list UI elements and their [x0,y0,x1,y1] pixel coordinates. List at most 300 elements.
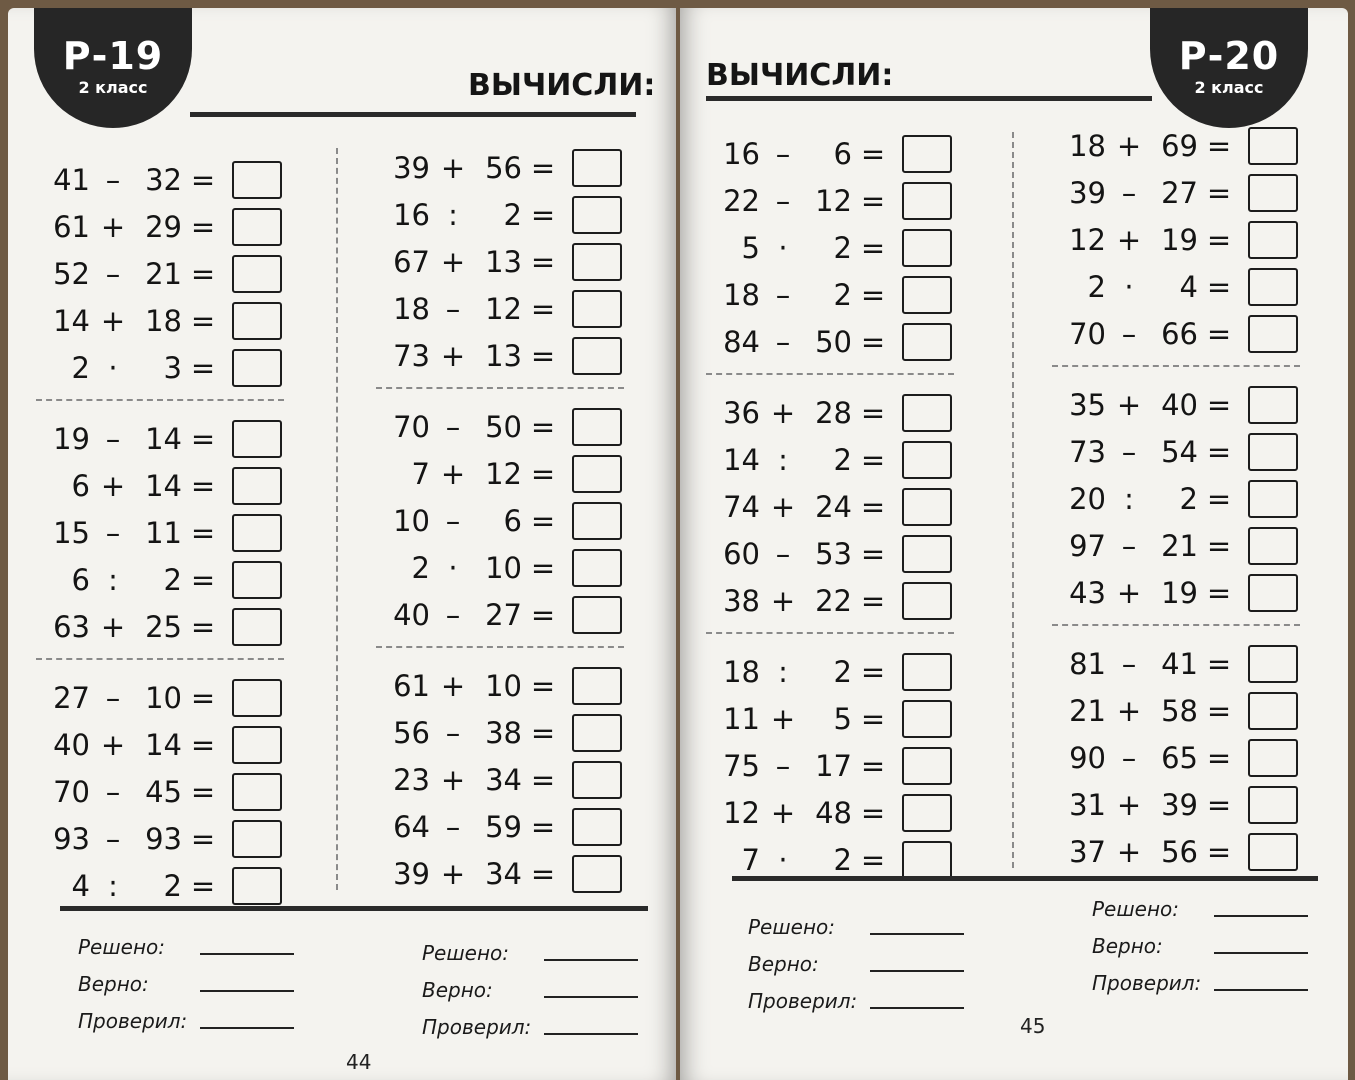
equals-sign: = [1206,787,1232,822]
equals-sign: = [860,442,886,477]
operand-b: 41 [1161,646,1198,681]
answer-box[interactable] [572,149,622,187]
answer-box[interactable] [902,394,952,432]
equals-sign: = [860,701,886,736]
exercise-row [376,709,624,756]
operator: – [1121,740,1137,775]
exercise-row [706,789,954,836]
operand-b: 28 [815,395,852,430]
answer-box[interactable] [232,302,282,340]
operand-a: 2 [411,550,430,585]
answer-box[interactable] [902,323,952,361]
equals-sign: = [1206,222,1232,257]
equals-sign: = [190,468,216,503]
exercise-row [376,403,624,450]
equals-sign: = [1206,316,1232,351]
operand-b: 69 [1161,128,1198,163]
answer-box[interactable] [1248,739,1298,777]
answer-box[interactable] [232,420,282,458]
operand-a: 39 [393,150,430,185]
exercise-row [36,203,284,250]
operand-b: 27 [485,597,522,632]
operator: – [105,256,121,291]
equals-sign: = [530,150,556,185]
answer-box[interactable] [902,535,952,573]
exercise-group [376,144,624,389]
operator: : [108,562,118,597]
answer-box[interactable] [1248,174,1298,212]
page-title: ВЫЧИСЛИ: [468,68,656,103]
answer-box[interactable] [572,290,622,328]
operand-b: 54 [1161,434,1198,469]
answer-box[interactable] [572,408,622,446]
equals-sign: = [860,324,886,359]
answer-box[interactable] [1248,315,1298,353]
operator: – [105,821,121,856]
operator: – [445,715,461,750]
equals-sign: = [530,244,556,279]
operand-a: 31 [1069,787,1106,822]
equals-sign: = [860,748,886,783]
operand-a: 12 [723,795,760,830]
answer-box[interactable] [572,808,622,846]
bottom-divider [732,876,1318,881]
exercise-row [376,544,624,591]
equals-sign: = [530,409,556,444]
operand-b: 10 [485,668,522,703]
operator: – [1121,175,1137,210]
exercise-group [36,156,284,401]
operand-a: 10 [393,503,430,538]
operand-a: 70 [1069,316,1106,351]
operand-b: 32 [145,162,182,197]
equals-sign: = [190,680,216,715]
solved-blank[interactable] [870,915,964,935]
operand-b: 3 [163,350,182,385]
operand-a: 4 [71,868,90,903]
operator: + [770,701,796,736]
operand-a: 74 [723,489,760,524]
equals-sign: = [860,277,886,312]
correct-blank[interactable] [200,972,294,992]
answer-box[interactable] [902,653,952,691]
operator: – [1121,646,1137,681]
column-divider [1012,132,1014,868]
exercise-row [36,156,284,203]
exercise-row [376,144,624,191]
operator: + [440,338,466,373]
operand-b: 34 [485,856,522,891]
checked-label: Проверил: [78,1009,188,1033]
answer-box[interactable] [1248,527,1298,565]
solved-blank[interactable] [1214,897,1308,917]
operator: + [100,609,126,644]
answer-box[interactable] [1248,433,1298,471]
operator: + [440,456,466,491]
answer-box[interactable] [232,208,282,246]
exercise-row [1052,169,1300,216]
exercise-row [706,483,954,530]
correct-label: Верно: [748,952,819,976]
exercise-row [1052,640,1300,687]
correct-blank[interactable] [1214,934,1308,954]
answer-box[interactable] [1248,833,1298,871]
equals-sign: = [860,489,886,524]
equals-sign: = [530,197,556,232]
answer-box[interactable] [902,488,952,526]
answer-box[interactable] [232,679,282,717]
operand-b: 4 [1179,269,1198,304]
operand-b: 66 [1161,316,1198,351]
answer-box[interactable] [902,135,952,173]
operand-b: 2 [833,230,852,265]
equals-sign: = [860,536,886,571]
answer-box[interactable] [902,582,952,620]
exercise-row [376,238,624,285]
operator: : [778,654,788,689]
operator: + [1116,575,1142,610]
operand-a: 93 [53,821,90,856]
answer-box[interactable] [572,502,622,540]
operator: : [108,868,118,903]
equals-sign: = [530,338,556,373]
answer-box[interactable] [572,196,622,234]
operand-b: 21 [1161,528,1198,563]
equals-sign: = [190,162,216,197]
operand-a: 21 [1069,693,1106,728]
operand-b: 2 [163,868,182,903]
operand-a: 40 [53,727,90,762]
signoff-block [1092,884,1308,995]
equals-sign: = [860,230,886,265]
operand-b: 10 [485,550,522,585]
correct-blank[interactable] [870,952,964,972]
title-divider [190,112,636,117]
exercise-row [376,662,624,709]
equals-sign: = [530,762,556,797]
operand-b: 19 [1161,575,1198,610]
exercise-group [706,130,954,375]
equals-sign: = [1206,175,1232,210]
exercise-row [706,389,954,436]
solved-blank[interactable] [200,935,294,955]
answer-box[interactable] [572,761,622,799]
answer-box[interactable] [1248,268,1298,306]
operator: : [778,442,788,477]
answer-box[interactable] [232,349,282,387]
operand-a: 23 [393,762,430,797]
equals-sign: = [1206,481,1232,516]
equals-sign: = [1206,387,1232,422]
operator: – [1121,528,1137,563]
answer-box[interactable] [232,820,282,858]
exercise-row [36,556,284,603]
answer-box[interactable] [1248,386,1298,424]
answer-box[interactable] [232,255,282,293]
operator: + [770,795,796,830]
exercise-row [1052,122,1300,169]
exercise-row [706,742,954,789]
exercise-row [36,250,284,297]
equals-sign: = [190,727,216,762]
operand-a: 18 [723,277,760,312]
operand-a: 5 [741,230,760,265]
operator: : [1124,481,1134,516]
exercise-row [1052,734,1300,781]
exercise-row [376,450,624,497]
correct-blank[interactable] [544,978,638,998]
answer-box[interactable] [902,747,952,785]
exercise-row [706,695,954,742]
operand-a: 40 [393,597,430,632]
exercise-group [706,648,954,891]
equals-sign: = [860,583,886,618]
title-divider [706,96,1152,101]
checked-label: Проверил: [748,989,858,1013]
equals-sign: = [860,842,886,877]
exercise-row [36,462,284,509]
operand-a: 18 [393,291,430,326]
operand-b: 12 [815,183,852,218]
answer-box[interactable] [232,608,282,646]
answer-box[interactable] [572,243,622,281]
operand-a: 60 [723,536,760,571]
operator: – [775,748,791,783]
operand-b: 58 [1161,693,1198,728]
operand-b: 2 [503,197,522,232]
answer-box[interactable] [232,161,282,199]
operand-a: 15 [53,515,90,550]
operator: – [1121,434,1137,469]
answer-box[interactable] [1248,480,1298,518]
operand-b: 50 [815,324,852,359]
operand-b: 13 [485,244,522,279]
exercise-row [706,530,954,577]
worksheet-badge [34,8,192,128]
exercise-row [376,191,624,238]
operand-b: 14 [145,468,182,503]
operand-b: 18 [145,303,182,338]
operator: – [445,503,461,538]
operator: + [440,856,466,891]
exercise-row [1052,216,1300,263]
operator: – [775,536,791,571]
operand-b: 10 [145,680,182,715]
answer-box[interactable] [572,337,622,375]
left-page [8,8,676,1080]
operand-a: 20 [1069,481,1106,516]
operator: – [445,597,461,632]
operand-b: 38 [485,715,522,750]
operand-b: 2 [1179,481,1198,516]
operand-b: 48 [815,795,852,830]
operand-a: 19 [53,421,90,456]
exercise-row [376,497,624,544]
operand-b: 14 [145,421,182,456]
operator: · [448,550,458,585]
equals-sign: = [1206,528,1232,563]
answer-box[interactable] [1248,786,1298,824]
operand-b: 45 [145,774,182,809]
operator: – [105,680,121,715]
operator: : [448,197,458,232]
correct-label: Верно: [78,972,149,996]
page-title: ВЫЧИСЛИ: [706,58,894,93]
exercise-row [706,224,954,271]
exercise-group [706,389,954,634]
exercise-row [1052,310,1300,357]
page-number: 45 [1020,1014,1046,1038]
equals-sign: = [190,209,216,244]
operand-b: 2 [833,277,852,312]
answer-box[interactable] [232,773,282,811]
operand-b: 53 [815,536,852,571]
operand-a: 12 [1069,222,1106,257]
answer-box[interactable] [902,841,952,879]
exercise-group [36,415,284,660]
signoff-block [422,928,638,1039]
answer-box[interactable] [902,700,952,738]
operand-a: 67 [393,244,430,279]
answer-box[interactable] [572,596,622,634]
answer-box[interactable] [572,714,622,752]
checked-blank[interactable] [200,1009,294,1029]
equals-sign: = [860,183,886,218]
worksheet-code: Р-19 [62,34,164,78]
operand-b: 12 [485,291,522,326]
answer-box[interactable] [902,441,952,479]
answer-box[interactable] [1248,645,1298,683]
checked-blank[interactable] [544,1015,638,1035]
answer-box[interactable] [902,229,952,267]
operator: + [1116,128,1142,163]
operand-a: 61 [393,668,430,703]
exercise-row [706,130,954,177]
exercise-row [706,271,954,318]
operator: + [770,395,796,430]
operator: + [440,150,466,185]
exercise-group [1052,640,1300,883]
exercise-row [376,803,624,850]
exercise-row [376,850,624,897]
exercise-group [1052,122,1300,367]
answer-box[interactable] [232,867,282,905]
answer-box[interactable] [232,467,282,505]
solved-label: Решено: [78,935,166,959]
operand-b: 22 [815,583,852,618]
operand-b: 17 [815,748,852,783]
equals-sign: = [1206,269,1232,304]
answer-box[interactable] [902,794,952,832]
operator: – [105,774,121,809]
page-number: 44 [346,1050,372,1074]
exercise-row [36,509,284,556]
operand-b: 6 [833,136,852,171]
operator: – [775,183,791,218]
answer-box[interactable] [1248,127,1298,165]
operand-a: 70 [393,409,430,444]
answer-box[interactable] [1248,221,1298,259]
equals-sign: = [190,421,216,456]
signoff-block [78,922,294,1033]
operand-b: 24 [815,489,852,524]
operator: – [775,136,791,171]
operand-b: 27 [1161,175,1198,210]
answer-box[interactable] [232,514,282,552]
answer-box[interactable] [572,549,622,587]
operand-a: 39 [1069,175,1106,210]
operator: + [440,762,466,797]
worksheet-badge [1150,8,1308,128]
solved-label: Решено: [748,915,836,939]
operand-b: 34 [485,762,522,797]
operand-b: 59 [485,809,522,844]
bottom-divider [60,906,648,911]
operand-a: 6 [71,562,90,597]
operand-b: 2 [833,442,852,477]
equals-sign: = [1206,434,1232,469]
answer-box[interactable] [232,561,282,599]
answer-box[interactable] [902,182,952,220]
equals-sign: = [190,303,216,338]
operator: – [105,515,121,550]
operand-a: 18 [1069,128,1106,163]
operand-b: 50 [485,409,522,444]
answer-box[interactable] [1248,692,1298,730]
operator: + [1116,787,1142,822]
signoff-block [748,902,964,1013]
equals-sign: = [530,456,556,491]
equals-sign: = [190,821,216,856]
solved-blank[interactable] [544,941,638,961]
equals-sign: = [190,774,216,809]
equals-sign: = [1206,740,1232,775]
equals-sign: = [860,654,886,689]
solved-label: Решено: [422,941,510,965]
checked-blank[interactable] [1214,971,1308,991]
operand-a: 6 [71,468,90,503]
operand-a: 37 [1069,834,1106,869]
answer-box[interactable] [232,726,282,764]
answer-box[interactable] [902,276,952,314]
equals-sign: = [190,562,216,597]
operand-b: 93 [145,821,182,856]
exercise-group [1052,381,1300,626]
correct-label: Верно: [422,978,493,1002]
operator: + [100,468,126,503]
operand-b: 13 [485,338,522,373]
answer-box[interactable] [1248,574,1298,612]
exercise-row [376,756,624,803]
exercise-row [36,415,284,462]
operand-a: 35 [1069,387,1106,422]
operator: + [770,583,796,618]
checked-blank[interactable] [870,989,964,1009]
equals-sign: = [530,856,556,891]
exercise-row [1052,687,1300,734]
operator: – [1121,316,1137,351]
equals-sign: = [1206,575,1232,610]
operand-a: 7 [411,456,430,491]
operand-a: 2 [71,350,90,385]
answer-box[interactable] [572,667,622,705]
equals-sign: = [190,515,216,550]
answer-box[interactable] [572,455,622,493]
operand-b: 65 [1161,740,1198,775]
operator: · [778,842,788,877]
operand-a: 11 [723,701,760,736]
answer-box[interactable] [572,855,622,893]
